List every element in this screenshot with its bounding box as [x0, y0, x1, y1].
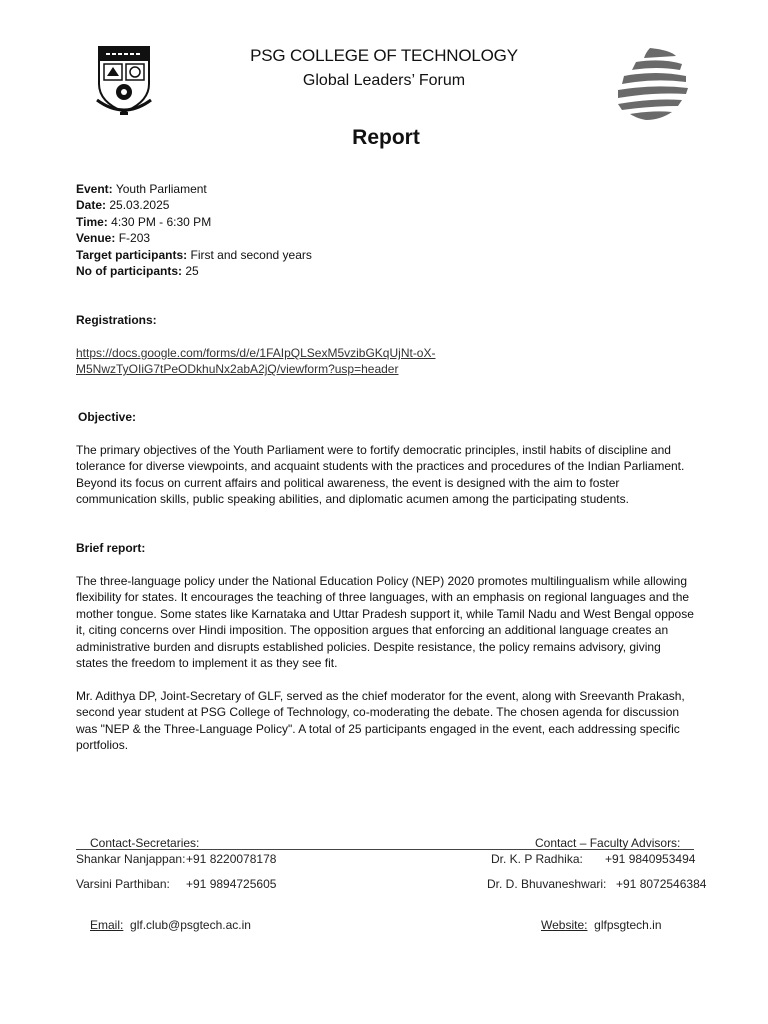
email-link[interactable]: glf.club@psgtech.ac.in — [130, 918, 251, 932]
website-link[interactable]: glfpsgtech.in — [594, 918, 662, 932]
forum-name: Global Leaders’ Forum — [302, 72, 466, 89]
advisors-heading: Contact – Faculty Advisors: — [535, 836, 681, 850]
detail-row: Event: Youth Parliament — [76, 182, 207, 196]
objective-text: The primary objectives of the Youth Parliament were to fortify democratic principles, instil habits of discipline and tolerance for diverse viewpoints, and acquaint students with the practices and procedures of the Indian Parliament. Beyond its focus on current affairs and political awareness, the event is designed with the aim to foster communication skills, public speaking abilities, and diplomatic acumen among the participating students. — [76, 443, 685, 507]
registrations-heading: Registrations: — [76, 313, 157, 327]
brief-report-heading: Brief report: — [76, 541, 146, 555]
website-label: Website: — [541, 918, 588, 932]
email-contact — [90, 918, 251, 932]
detail-row: Target participants: First and second years — [76, 247, 312, 262]
advisor-phone: +91 9840953494 — [605, 852, 696, 866]
website-contact — [541, 918, 662, 932]
advisor-name: Dr. D. Bhuvaneshwari: — [487, 877, 607, 891]
detail-row: Venue: F-203 — [76, 231, 151, 246]
college-name: PSG COLLEGE OF TECHNOLOGY — [250, 46, 518, 65]
footer-divider — [76, 849, 694, 850]
registration-link[interactable]: https://docs.google.com/forms/d/e/1FAIpQLSexM5vzibGKqUjNt-oX- M5NwzTyOIiG7tPeODkhuNx2abA2jQ/viewform?usp=header — [76, 346, 436, 377]
secretary-phone: +91 8220078178 — [186, 852, 277, 866]
secretaries-heading: Contact-Secretaries: — [90, 836, 200, 850]
secretary-name: Shankar Nanjappan: — [76, 852, 186, 866]
advisor-phone: +91 8072546384 — [616, 877, 707, 891]
report-title: Report — [352, 126, 420, 149]
brief-report-paragraph-1: The three-language policy under the National Education Policy (NEP) 2020 promotes multilingualism while allowing flexibility for states. It encourages the teaching of three languages, with an emphasis on regional languages and the mother tongue. Some states like Karnataka and Uttar Pradesh support it, while Tamil Nadu and West Bengal oppose it, citing concerns over Hindi imposition. The opposition argues that enforcing an additional language creates an administrative burden and disrupts established policies. Despite resistance, the policy remains advisory, giving states the freedom to implement it as they see fit. — [76, 574, 694, 671]
detail-row: Time: 4:30 PM - 6:30 PM — [76, 214, 212, 229]
brief-report-paragraph-2: Mr. Adithya DP, Joint-Secretary of GLF, served as the chief moderator for the event, along with Sreevanth Prakash, second year student at PSG College of Technology, co-moderating the debate. The chosen agenda for discussion was "NEP & the Three-Language Policy". A total of 25 participants engaged in the event, each addressing specific portfolios. — [76, 689, 685, 753]
detail-row: No of participants: 25 — [76, 264, 199, 279]
secretary-name: Varsini Parthiban: — [76, 877, 170, 891]
email-label: Email: — [90, 918, 124, 932]
detail-row: Date: 25.03.2025 — [76, 198, 170, 213]
secretary-phone: +91 9894725605 — [186, 877, 277, 891]
objective-heading: Objective: — [78, 410, 137, 424]
event-details — [76, 181, 312, 279]
advisor-name: Dr. K. P Radhika: — [491, 852, 583, 866]
